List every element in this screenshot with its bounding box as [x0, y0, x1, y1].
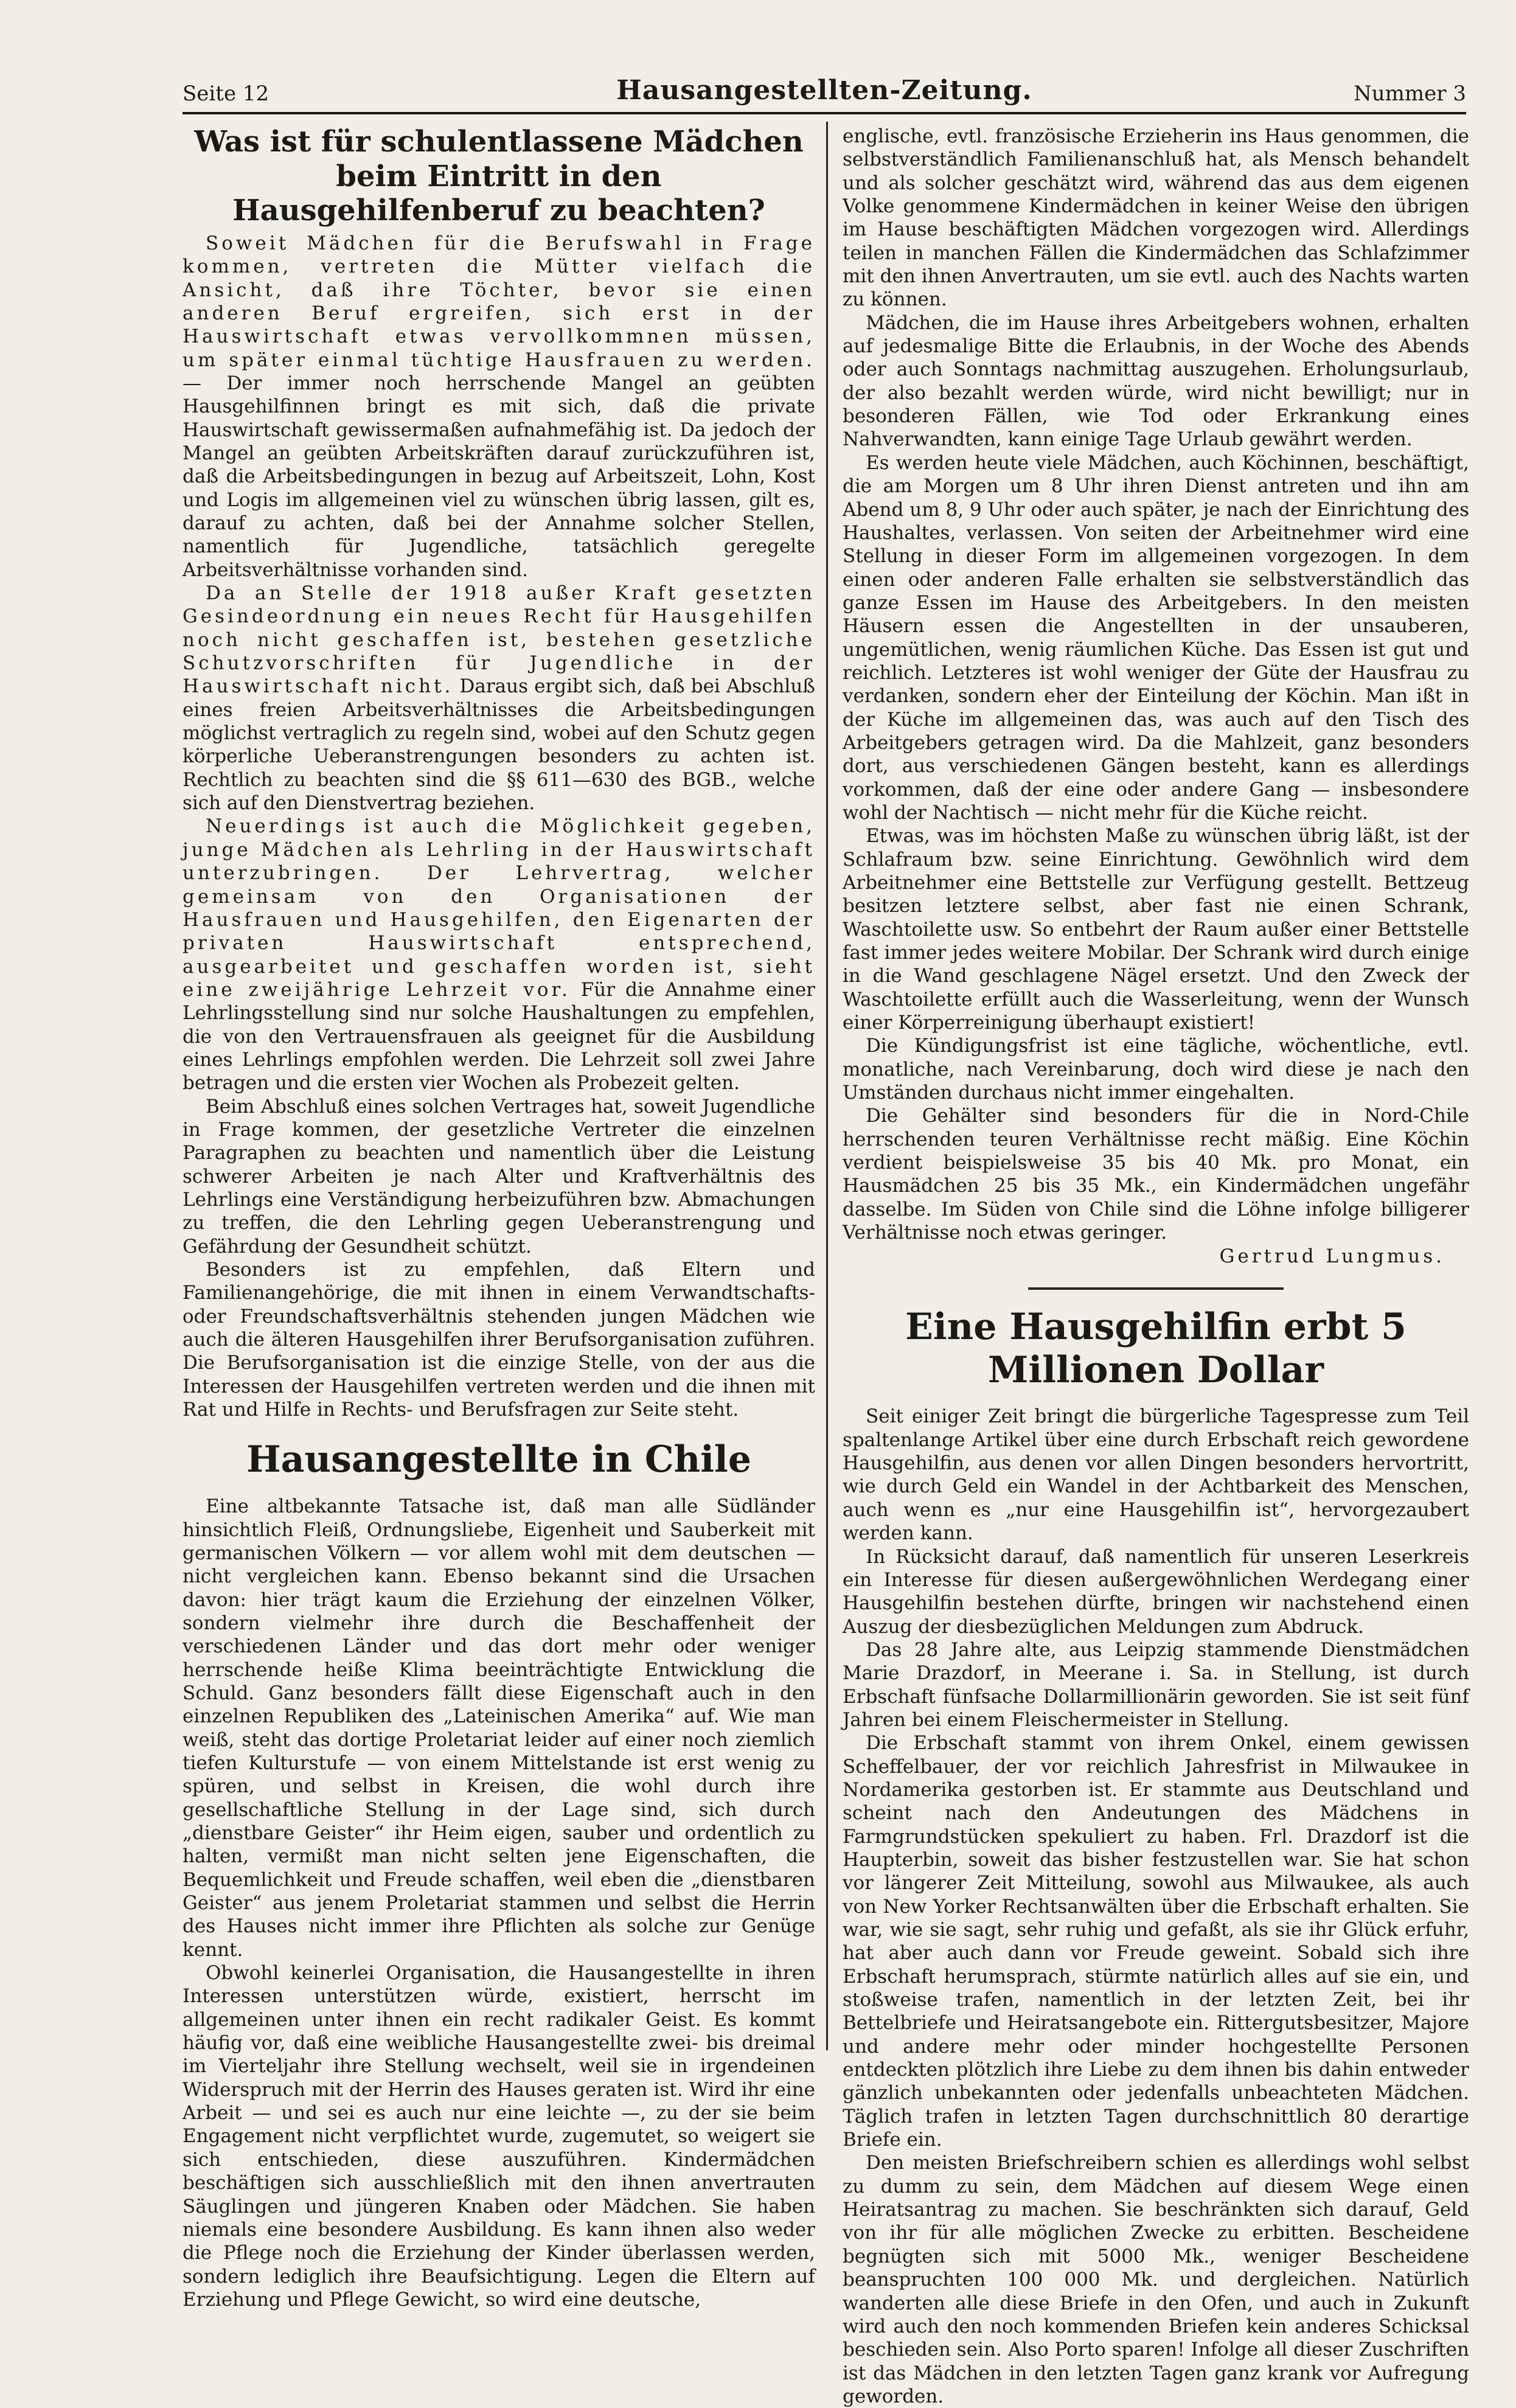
spaced-text: Neuerdings ist auch die Möglichkeit gegeben, junge Mädchen als Lehrling in der Hauswirtschaft unterzubringen. Der Lehrvertrag, welcher gemeinsam von den Organisationen der Hausfrauen und Hausgehilfen, den Eigenarten der privaten Hauswirtschaft entsprechend, ausgearbeitet und geschaffen worden ist, sieht eine zweijährige Lehrzeit vor.: [183, 815, 815, 1001]
article-paragraph: englische, evtl. französische Erzieherin ins Haus genommen, die selbstverständlich Familienanschluß hat, als Mensch behandelt und als solcher geschätzt wird, während das aus dem eigenen Volke genommene Kindermädchen in keiner Weise den übrigen im Hause beschäftigten Mädchen vorgezogen wird. Allerdings teilen in manchen Fällen die Kindermädchen das Schlafzimmer mit den ihnen Anvertrauten, um sie evtl. auch des Nachts warten zu können.: [843, 125, 1469, 311]
article-paragraph: Die Erbschaft stammt von ihrem Onkel, einem gewissen Scheffelbauer, der vor reichlich Jahresfrist in Milwaukee in Nordamerika gestorben ist. Er stammte aus Deutschland und scheint nach den Andeutungen des Mädchens in Farmgrundstücken spekuliert zu haben. Frl. Drazdorf ist die Haupterbin, soweit das bisher festzustellen war. Sie hat schon vor längerer Zeit Mitteilung, sowohl aus Milwaukee, als auch von New Yorker Rechtsanwälten über die Erbschaft erhalten. Sie war, wie sie sagt, sehr ruhig und gefaßt, als sie ihr Glück erfuhr, hat aber auch dann vor Freude geweint. Sobald sich ihre Erbschaft herumsprach, stürmte natürlich alles auf sie ein, und stoßweise trafen, namentlich in der letzten Zeit, bei ihr Bettelbriefe und Heiratsangebote ein. Rittergutsbesitzer, Majore und andere mehr oder minder hochgestellte Personen entdeckten plötzlich ihre Liebe zu dem ihnen bis dahin entweder gänzlich unbekannten oder jedenfalls unbeachteten Mädchen. Täglich trafen in letzten Tagen durchschnittlich 80 derartige Briefe ein.: [843, 1732, 1469, 2151]
article-paragraph: Die Gehälter sind besonders für die in Nord-Chile herrschenden teuren Verhältnisse recht mäßig. Eine Köchin verdient beispielsweise 35 bis 40 Mk. pro Monat, ein Hausmädchen 25 bis 35 Mk., ein Kindermädchen ungefähr dasselbe. Im Süden von Chile sind die Löhne infolge billigerer Verhältnisse noch etwas geringer.: [843, 1105, 1469, 1244]
article-paragraph: In Rücksicht darauf, daß namentlich für unseren Leserkreis ein Interesse für diesen außergewöhnlichen Werdegang einer Hausgehilfin bestehen dürfte, bringen wir nachstehend einen Auszug der diesbezüglichen Meldungen zum Abdruck.: [843, 1545, 1469, 1638]
author-signature: Gertrud Lungmus.: [1219, 1245, 1445, 1267]
article-paragraph: [183, 815, 815, 1094]
article-title: Hausangestellte in Chile: [246, 1438, 752, 1481]
paragraph-text: Daraus ergibt sich, daß bei Abschluß eines freien Arbeitsverhältnisses die Arbeitsbedingungen möglichst vertraglich zu regeln sind, wobei auf den Schutz gegen körperliche Ueberanstrengungen besonders zu achten ist. Rechtlich zu beachten sind die §§ 611—630 des BGB., welche sich auf den Dienstvertrag beziehen.: [183, 675, 816, 815]
article-paragraph: Beim Abschluß eines solchen Vertrages hat, soweit Jugendliche in Frage kommen, der gesetzliche Vertreter die einzelnen Paragraphen zu beachten und namentlich über die Leistung schwerer Arbeiten je nach Alter und Kraftverhältnis des Lehrlings eine Verständigung herbeizuführen bzw. Abmachungen zu treffen, die den Lehrling gegen Ueberanstrengung und Gefährdung der Gesundheit schützt.: [183, 1095, 815, 1258]
page-number: Seite 12: [183, 82, 269, 106]
page-header: [183, 72, 1466, 114]
article-paragraph: Es werden heute viele Mädchen, auch Köchinnen, beschäftigt, die am Morgen um 8 Uhr ihren Dienst antreten und ihn am Abend um 8, 9 Uhr oder auch später, je nach der Einrichtung des Haushaltes, verlassen. Von seiten der Arbeitnehmer wird eine Stellung in dieser Form im allgemeinen vorgezogen. In dem einen oder anderen Falle erhalten sie selbstverständlich das ganze Essen im Hause des Arbeitgebers. In den meisten Häusern essen die Angestellten in der unsauberen, ungemütlichen, wenig räumlichen Küche. Das Essen ist gut und reichlich. Letzteres ist wohl weniger der Güte der Hausfrau zu verdanken, sondern eher der Einteilung der Köchin. Man ißt in der Küche im allgemeinen das, was auch auf den Tisch des Arbeitgebers getragen wird. Da die Mahlzeit, ganz besonders dort, aus verschiedenen Gängen besteht, kann es allerdings vorkommen, daß der eine oder andere Gang — insbesondere wohl der Nachtisch — nicht mehr für die Küche reicht.: [843, 451, 1469, 824]
article-paragraph: Den meisten Briefschreibern schien es allerdings wohl selbst zu dumm zu sein, dem Mädchen auf diesem Wege einen Heiratsantrag zu machen. Sie beschränkten sich darauf, Geld von ihr für alle möglichen Zwecke zu erbitten. Bescheidene begnügten sich mit 5000 Mk., weniger Bescheidene beanspruchten 100 000 Mk. und dergleichen. Natürlich wanderten alle diese Briefe in den Ofen, und auch in Zukunft wird auch den noch kommenden Briefen kein anderes Schicksal beschieden sein. Also Porto sparen! Infolge all dieser Zuschriften ist das Mädchen in den letzten Tagen ganz krank vor Aufregung geworden.: [843, 2152, 1469, 2407]
spaced-text: Soweit Mädchen für die Berufswahl in Frage kommen, vertreten die Mütter vielfach die Ansicht, daß ihre Töchter, bevor sie einen anderen Beruf ergreifen, sich erst in der Hauswirtschaft etwas vervollkommnen müssen, um später einmal tüchtige Hausfrauen zu werden.: [183, 232, 815, 371]
article-paragraph: Die Kündigungsfrist ist eine tägliche, wöchentliche, evtl. monatliche, nach Vereinbarung, doch wird diese je nach den Umständen durchaus nicht immer eingehalten.: [843, 1035, 1469, 1104]
right-column: [843, 125, 1469, 2407]
article-paragraph: Das 28 Jahre alte, aus Leipzig stammende Dienstmädchen Marie Drazdorf, in Meerane i. Sa. in Stellung, ist durch Erbschaft fünfsache Dollarmillionärin geworden. Sie ist seit fünf Jahren bei einem Fleischermeister in Stellung.: [843, 1638, 1469, 1731]
article-title: Was ist für schulentlassene Mädchen beim Eintritt in den Hausgehilfenberuf zu beachten?: [194, 125, 804, 228]
spaced-text: Da an Stelle der 1918 außer Kraft gesetzten Gesindeordnung ein neues Recht für Hausgehilfen noch nicht geschaffen ist, bestehen gesetzliche Schutzvorschriften für Jugendliche in der Hauswirtschaft nicht.: [183, 582, 815, 698]
article-paragraph: Besonders ist zu empfehlen, daß Eltern und Familienangehörige, die mit ihnen in einem Verwandtschafts- oder Freundschaftsverhältnis stehenden jungen Mädchen wie auch die älteren Hausgehilfen ihrer Berufsorganisation zuführen. Die Berufsorganisation ist die einzige Stelle, von der aus die Interessen der Hausgehilfen vertreten werden und die ihnen mit Rat und Hilfe in Rechts- und Berufsfragen zur Seite steht.: [183, 1259, 815, 1421]
masthead: Hausangestellten-Zeitung.: [616, 75, 1032, 106]
article-paragraph: Etwas, was im höchsten Maße zu wünschen übrig läßt, ist der Schlafraum bzw. seine Einrichtung. Gewöhnlich wird dem Arbeitnehmer eine Bettstelle zur Verfügung gestellt. Bettzeug besitzen letztere selbst, aber fast nie einen Schrank, Waschtoilette usw. So entbehrt der Raum außer einer Bettstelle fast immer jedes weitere Mobilar. Der Schrank wird durch einige in die Wand geschlagene Nägel ersetzt. Und den Zweck der Waschtoilette erfüllt auch die Wasserleitung, wenn der Wunsch einer Körperreinigung überhaupt existiert!: [843, 825, 1469, 1034]
article-paragraph: Seit einiger Zeit bringt die bürgerliche Tagespresse zum Teil spaltenlange Artikel über eine durch Erbschaft reich gewordene Hausgehilfin, aus denen vor allen Dingen besonders hervortritt, wie durch Geld ein Wandel in der Achtbarkeit des Menschen, auch wenn es „nur eine Hausgehilfin ist“, hervorgezaubert werden kann.: [843, 1405, 1469, 1545]
article-paragraph: Obwohl keinerlei Organisation, die Hausangestellte in ihren Interessen unterstützen würde, existiert, herrscht im allgemeinen unter ihnen ein recht radikaler Geist. Es kommt häufig vor, daß eine weibliche Hausangestellte zwei- bis dreimal im Vierteljahr ihre Stellung wechselt, weil sie in irgendeinen Widerspruch mit der Herrin des Hauses geraten ist. Wird ihr eine Arbeit — und sei es auch nur eine leichte —, zu der sie beim Engagement nicht verpflichtet wurde, zugemutet, so weigert sie sich entschieden, diese auszuführen. Kindermädchen beschäftigen sich ausschließlich mit den ihnen anvertrauten Säuglingen und jüngeren Knaben oder Mädchen. Sie haben niemals eine besondere Ausbildung. Es kann ihnen also weder die Pflege noch die Erziehung der Kinder überlassen werden, sondern lediglich ihre Beaufsichtigung. Legen die Eltern auf Erziehung und Pflege Gewicht, so wird eine deutsche,: [183, 1962, 815, 2311]
paragraph-text: Für die Annahme einer Lehrlingsstellung sind nur solche Haushaltungen zu empfehlen, die von den Vertrauensfrauen als geeignet für die Ausbildung eines Lehrlings empfohlen werden. Die Lehrzeit soll zwei Jahre betragen und die ersten vier Wochen als Probezeit gelten.: [183, 978, 815, 1094]
article-title: Eine Hausgehilfin erbt 5 Millionen Dollar: [905, 1305, 1406, 1391]
paragraph-text: — Der immer noch herrschende Mangel an geübten Hausgehilfinnen bringt es mit sich, daß die private Hauswirtschaft gewissermaßen aufnahmefähig ist. Da jedoch der Mangel an geübten Arbeitskräften darauf zurückzuführen ist, daß die Arbeitsbedingungen in bezug auf Arbeitszeit, Lohn, Kost und Logis im allgemeinen viel zu wünschen übrig lassen, gilt es, darauf zu achten, daß bei der Annahme solcher Stellen, namentlich für Jugendliche, tatsächlich geregelte Arbeitsverhältnisse vorhanden sind.: [183, 372, 815, 581]
article-paragraph: Eine altbekannte Tatsache ist, daß man alle Südländer hinsichtlich Fleiß, Ordnungsliebe, Eigenheit und Sauberkeit mit germanischen Völkern — vor allem wohl mit dem deutschen — nicht vergleichen kann. Ebenso bekannt sind die Ursachen davon: hier trägt kaum die Erziehung der einzelnen Völker, sondern vielmehr ihre durch die Beschaffenheit der verschiedenen Länder und das dort mehr oder weniger herrschende heiße Klima beeinträchtigte Entwicklung die Schuld. Ganz besonders fällt diese Eigenschaft auch in den einzelnen Republiken des „Lateinischen Amerika“ auf. Wie man weiß, steht das dortige Proletariat leider auf einer noch ziemlich tiefen Kulturstufe — von einem Mittelstande ist erst wenig zu spüren, und selbst in Kreisen, die wohl durch ihre gesellschaftliche Stellung in der Lage sind, sich durch „dienstbare Geister“ ihr Heim eigen, sauber und ordentlich zu halten, vermißt man nicht selten jene Eigenschaften, die Bequemlichkeit und Freude schaffen, weil eben die „dienstbaren Geister“ aus jenem Proletariat stammen und selbst die Herrin des Hauses nicht immer ihre Pflichten als solche zur Genüge kennt.: [183, 1495, 815, 1961]
issue-number: Nummer 3: [1354, 82, 1466, 106]
article-paragraph: [183, 582, 815, 815]
article-paragraph: Mädchen, die im Hause ihres Arbeitgebers wohnen, erhalten auf jedesmalige Bitte die Erlaubnis, in der Woche des Abends oder auch Sonntags nachmittag auszugehen. Erholungsurlaub, der also bezahlt werden würde, wird nicht bewilligt; nur in besonderen Fällen, wie Tod oder Erkrankung eines Nahverwandten, kann einige Tage Urlaub gewährt werden.: [843, 311, 1469, 451]
column-divider: [826, 122, 828, 2050]
section-divider: [1028, 1287, 1284, 1290]
article-paragraph: [183, 232, 815, 582]
left-column: [183, 125, 816, 2311]
